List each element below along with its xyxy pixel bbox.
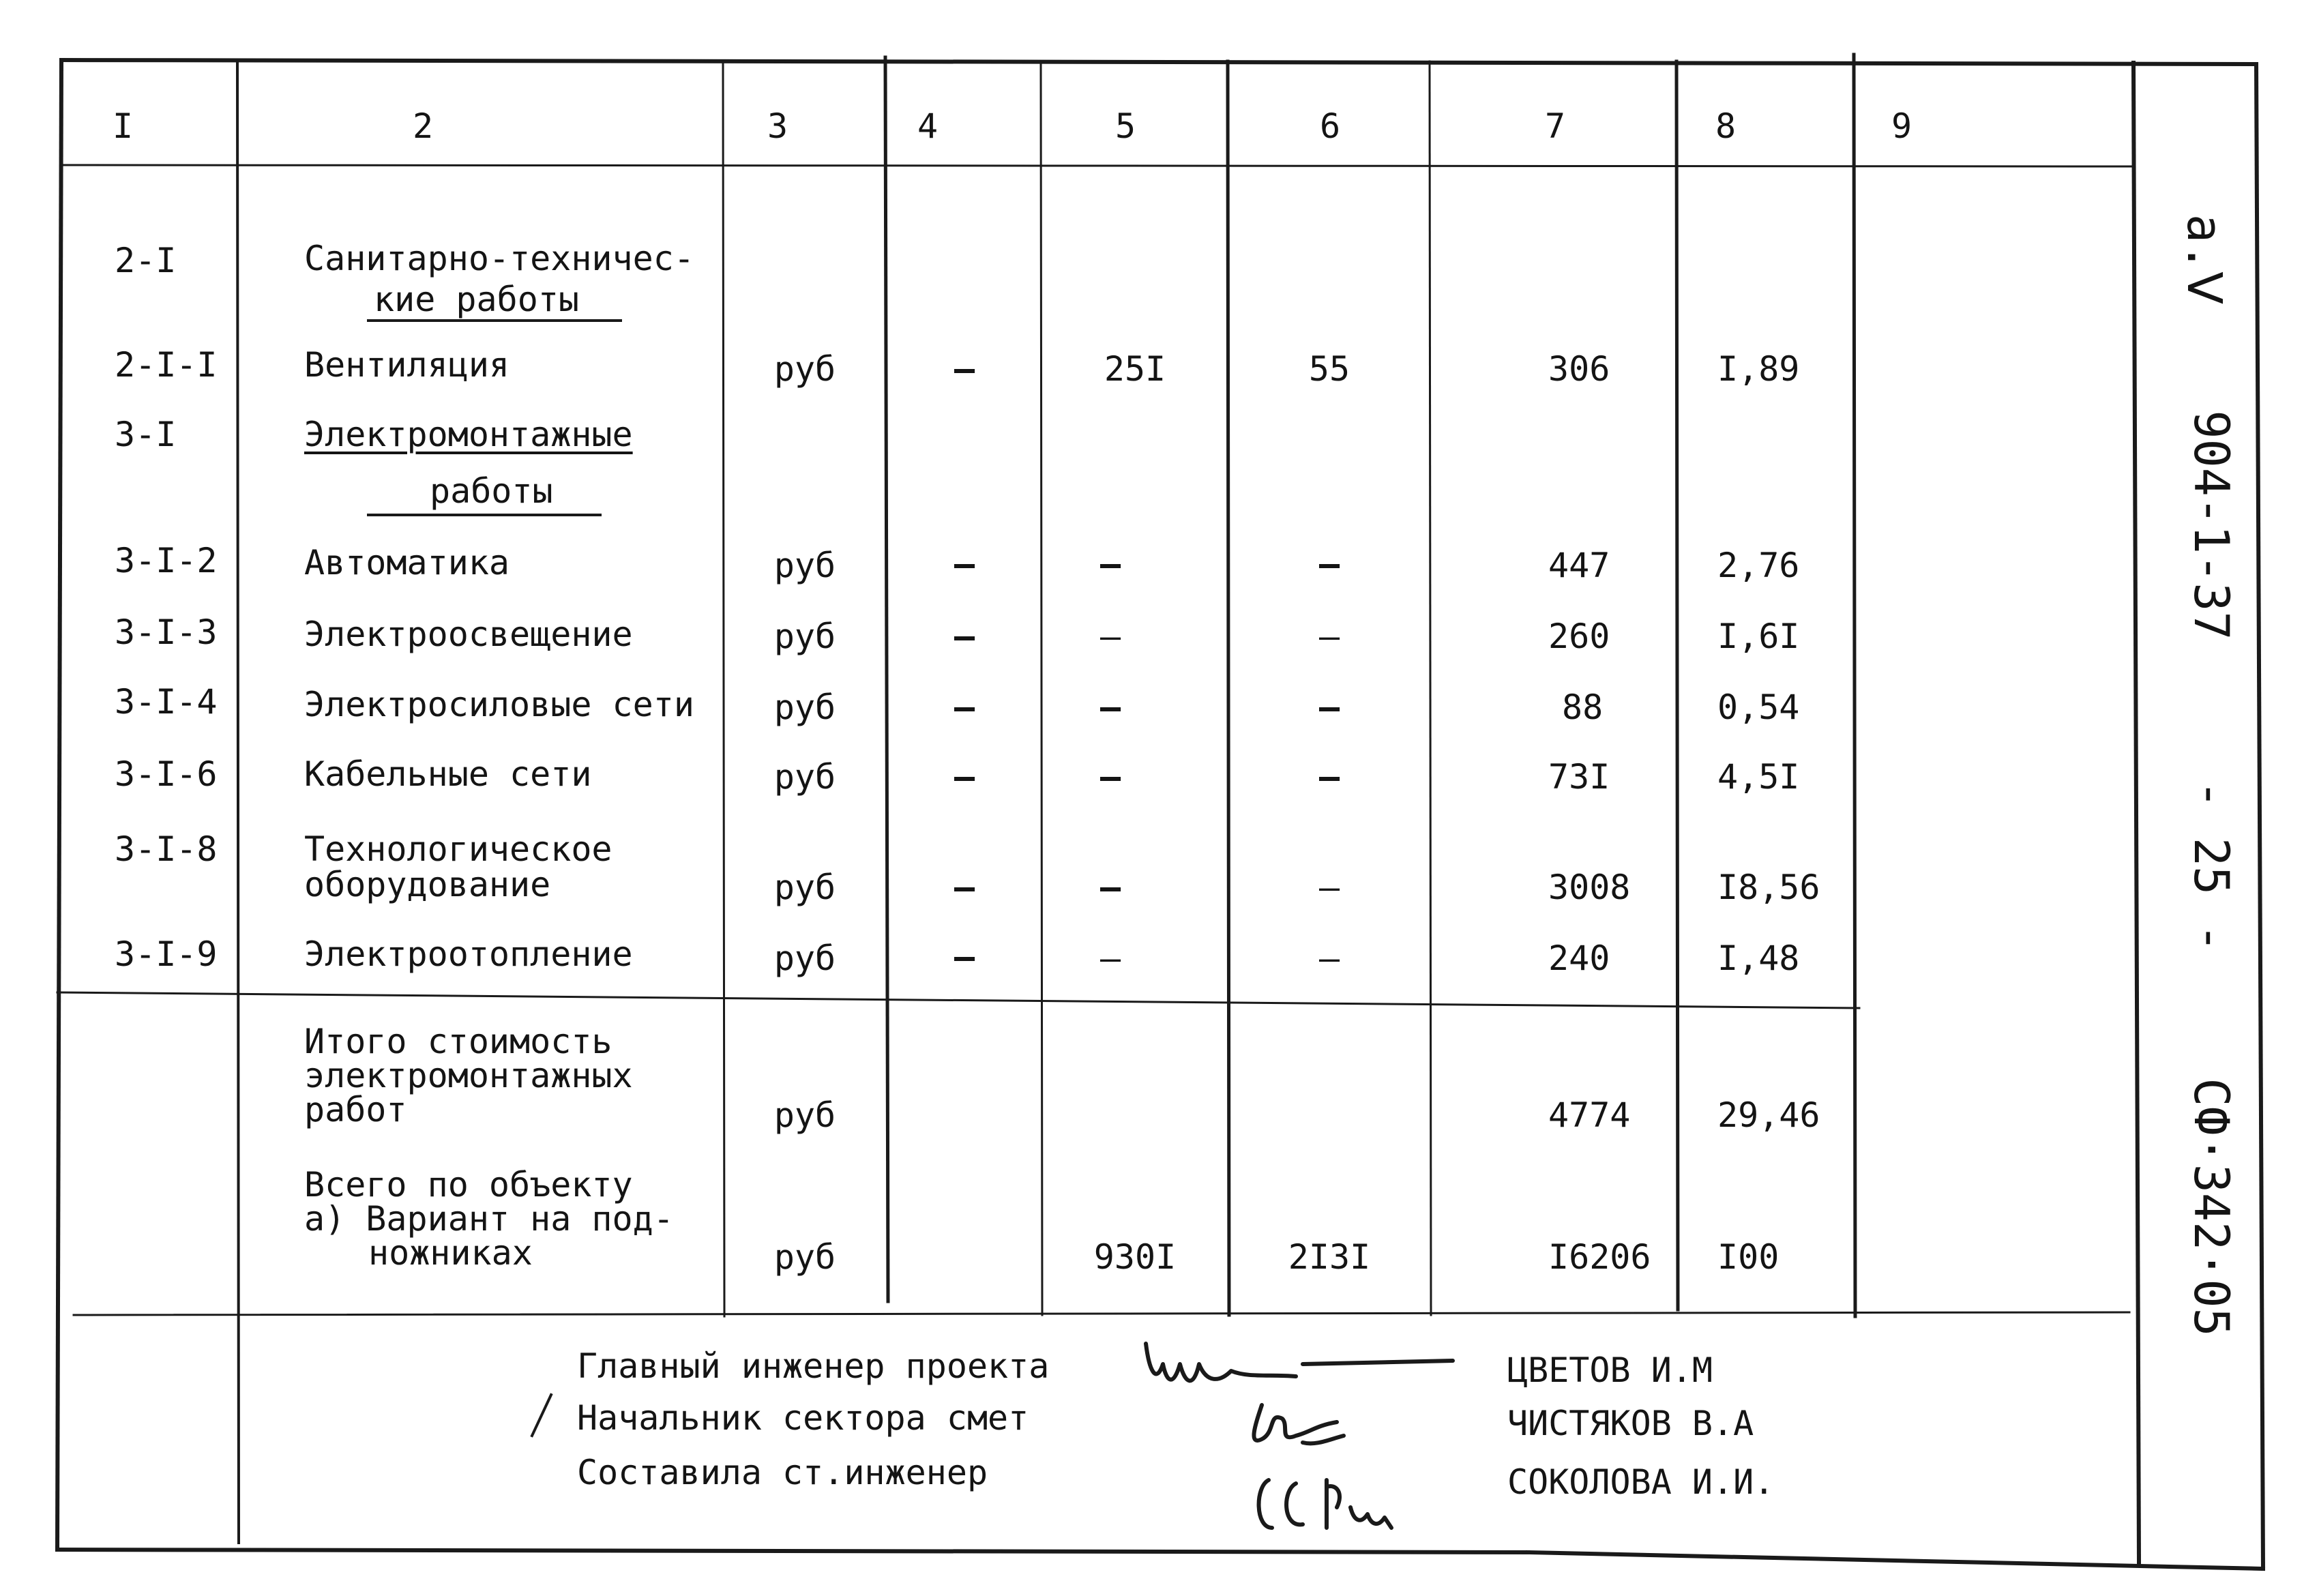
row-name-line2: оборудование bbox=[304, 865, 551, 904]
grand-total-unit: руб bbox=[773, 1237, 836, 1277]
header-col-7: 7 bbox=[1544, 106, 1566, 146]
row-col5: – bbox=[1099, 757, 1121, 797]
col-divider-7 bbox=[1677, 61, 1678, 1310]
grand-total-col6: 2I3I bbox=[1288, 1237, 1371, 1277]
grand-total-col7: I6206 bbox=[1548, 1237, 1651, 1277]
header-col-8: 8 bbox=[1715, 106, 1737, 146]
totals-separator-line bbox=[57, 992, 1859, 1008]
frame-bottom-line bbox=[57, 1550, 1528, 1552]
row-code: 2-I-I bbox=[115, 345, 218, 385]
section-title-line1: Санитарно-техничес- bbox=[304, 239, 694, 278]
frame-right-line bbox=[2256, 64, 2263, 1569]
side-stamp-page: - 25 - bbox=[2183, 780, 2239, 953]
side-stamp-project: 904-1-37 bbox=[2183, 410, 2239, 640]
row-col6: – bbox=[1318, 757, 1340, 797]
row-col5: 25I bbox=[1104, 349, 1166, 389]
row-name: Электроосвещение bbox=[304, 615, 633, 654]
col-divider-3 bbox=[885, 57, 888, 1301]
row-unit: руб bbox=[773, 757, 836, 797]
row-code: 3-I-9 bbox=[115, 934, 218, 974]
side-stamp-code: СФ·342·05 bbox=[2183, 1078, 2239, 1337]
row-name: Электросиловые сети bbox=[304, 685, 694, 724]
row-unit: руб bbox=[773, 939, 836, 978]
section-title-line1: Электромонтажные bbox=[304, 415, 633, 454]
row-col8: I,89 bbox=[1717, 349, 1800, 389]
signature-role: Начальник сектора смет bbox=[577, 1398, 1029, 1438]
header-col-6: 6 bbox=[1319, 106, 1341, 146]
total-col7: 4774 bbox=[1548, 1095, 1631, 1135]
col-divider-5 bbox=[1228, 61, 1229, 1315]
row-col7: 3008 bbox=[1548, 868, 1631, 907]
frame-top-line bbox=[61, 60, 2256, 64]
row-col7: 306 bbox=[1548, 349, 1610, 389]
grand-total-label-line3: ножниках bbox=[368, 1233, 533, 1273]
header-col-1: I bbox=[112, 106, 134, 146]
frame-left-line bbox=[57, 60, 61, 1550]
row-unit: руб bbox=[773, 546, 836, 585]
row-col8: I8,56 bbox=[1717, 868, 1820, 907]
slash-mark bbox=[532, 1395, 551, 1436]
frame-bottom-line-right bbox=[1528, 1552, 2263, 1569]
grand-total-label-line2: а) Вариант на под- bbox=[304, 1199, 674, 1239]
row-code: 3-I-6 bbox=[115, 754, 218, 794]
total-unit: руб bbox=[773, 1095, 836, 1135]
row-col4: – bbox=[954, 868, 975, 907]
signature-name: ЦВЕТОВ И.М bbox=[1507, 1350, 1713, 1390]
row-col8: 0,54 bbox=[1717, 688, 1800, 727]
signature-role: Главный инженер проекта bbox=[577, 1346, 1050, 1386]
row-unit: руб bbox=[773, 617, 836, 656]
total-label-line2: электромонтажных bbox=[304, 1056, 633, 1095]
row-col8: 2,76 bbox=[1717, 546, 1800, 585]
row-col6: – bbox=[1318, 544, 1340, 584]
side-stamp-album: а.Ⅴ bbox=[2176, 213, 2232, 305]
row-col6: – bbox=[1318, 868, 1340, 907]
row-code: 3-I-4 bbox=[115, 682, 218, 722]
col-divider-8 bbox=[1854, 55, 1855, 1316]
signature-name: СОКОЛОВА И.И. bbox=[1507, 1462, 1775, 1502]
row-col4: – bbox=[954, 544, 975, 584]
col-divider-6 bbox=[1430, 61, 1431, 1315]
signature-chief-engineer bbox=[1146, 1344, 1453, 1380]
grand-total-col5: 930I bbox=[1093, 1237, 1177, 1277]
row-code: 3-I-8 bbox=[115, 829, 218, 869]
grand-total-label-line1: Всего по объекту bbox=[304, 1165, 633, 1205]
row-col8: I,48 bbox=[1717, 939, 1800, 978]
stamp-column-line bbox=[2133, 63, 2139, 1562]
col-divider-4 bbox=[1041, 61, 1042, 1315]
col-divider-1 bbox=[237, 61, 239, 1543]
header-col-5: 5 bbox=[1114, 106, 1136, 146]
row-col4: – bbox=[954, 757, 975, 797]
row-col4: – bbox=[954, 937, 975, 977]
row-col5: – bbox=[1099, 688, 1121, 727]
handwritten-signatures bbox=[1132, 1323, 1501, 1548]
header-col-4: 4 bbox=[917, 106, 939, 146]
total-label-line3: работ bbox=[304, 1090, 407, 1129]
total-label-line1: Итого стоимость bbox=[304, 1022, 612, 1061]
row-unit: руб bbox=[773, 868, 836, 907]
row-col7: 260 bbox=[1548, 617, 1610, 656]
header-bottom-line bbox=[63, 165, 2133, 166]
row-name-line1: Технологическое bbox=[304, 829, 612, 869]
row-col6: – bbox=[1318, 688, 1340, 727]
row-col5: – bbox=[1099, 544, 1121, 584]
row-col4: – bbox=[954, 349, 975, 389]
row-col8: 4,5I bbox=[1717, 757, 1800, 797]
row-unit: руб bbox=[773, 349, 836, 389]
row-col4: – bbox=[954, 617, 975, 656]
row-name: Вентиляция bbox=[304, 345, 510, 385]
row-code: 3-I-3 bbox=[115, 612, 218, 652]
row-col4: – bbox=[954, 688, 975, 727]
header-col-2: 2 bbox=[412, 106, 434, 146]
header-col-3: 3 bbox=[767, 106, 788, 146]
row-col7: 240 bbox=[1548, 939, 1610, 978]
row-col5: – bbox=[1099, 939, 1121, 978]
grand-total-col8: I00 bbox=[1717, 1237, 1779, 1277]
signature-role: Составила ст.инженер bbox=[577, 1453, 988, 1492]
row-name: Электроотопление bbox=[304, 934, 633, 974]
section-title-line2: кие работы bbox=[374, 280, 580, 319]
row-col5: – bbox=[1099, 868, 1121, 907]
row-col7: 88 bbox=[1562, 688, 1604, 727]
section-code: 2-I bbox=[115, 241, 177, 280]
row-col6: – bbox=[1318, 939, 1340, 978]
signature-name: ЧИСТЯКОВ В.А bbox=[1507, 1404, 1754, 1443]
header-col-9: 9 bbox=[1891, 106, 1912, 146]
signature-sector-head bbox=[1254, 1405, 1344, 1443]
row-code: 3-I-2 bbox=[115, 541, 218, 580]
row-col6: 55 bbox=[1308, 349, 1350, 389]
row-col6: – bbox=[1318, 617, 1340, 656]
section-code: 3-I bbox=[115, 415, 177, 454]
total-col8: 29,46 bbox=[1717, 1095, 1820, 1135]
row-unit: руб bbox=[773, 688, 836, 727]
row-col7: 73I bbox=[1548, 757, 1610, 797]
row-name: Автоматика bbox=[304, 543, 510, 582]
row-col5: – bbox=[1099, 617, 1121, 656]
signatures-separator-line bbox=[74, 1312, 2129, 1315]
signature-compiler bbox=[1259, 1480, 1391, 1528]
row-name: Кабельные сети bbox=[304, 754, 592, 794]
section-title-line2: работы bbox=[430, 471, 553, 511]
row-col7: 447 bbox=[1548, 546, 1610, 585]
row-col8: I,6I bbox=[1717, 617, 1800, 656]
